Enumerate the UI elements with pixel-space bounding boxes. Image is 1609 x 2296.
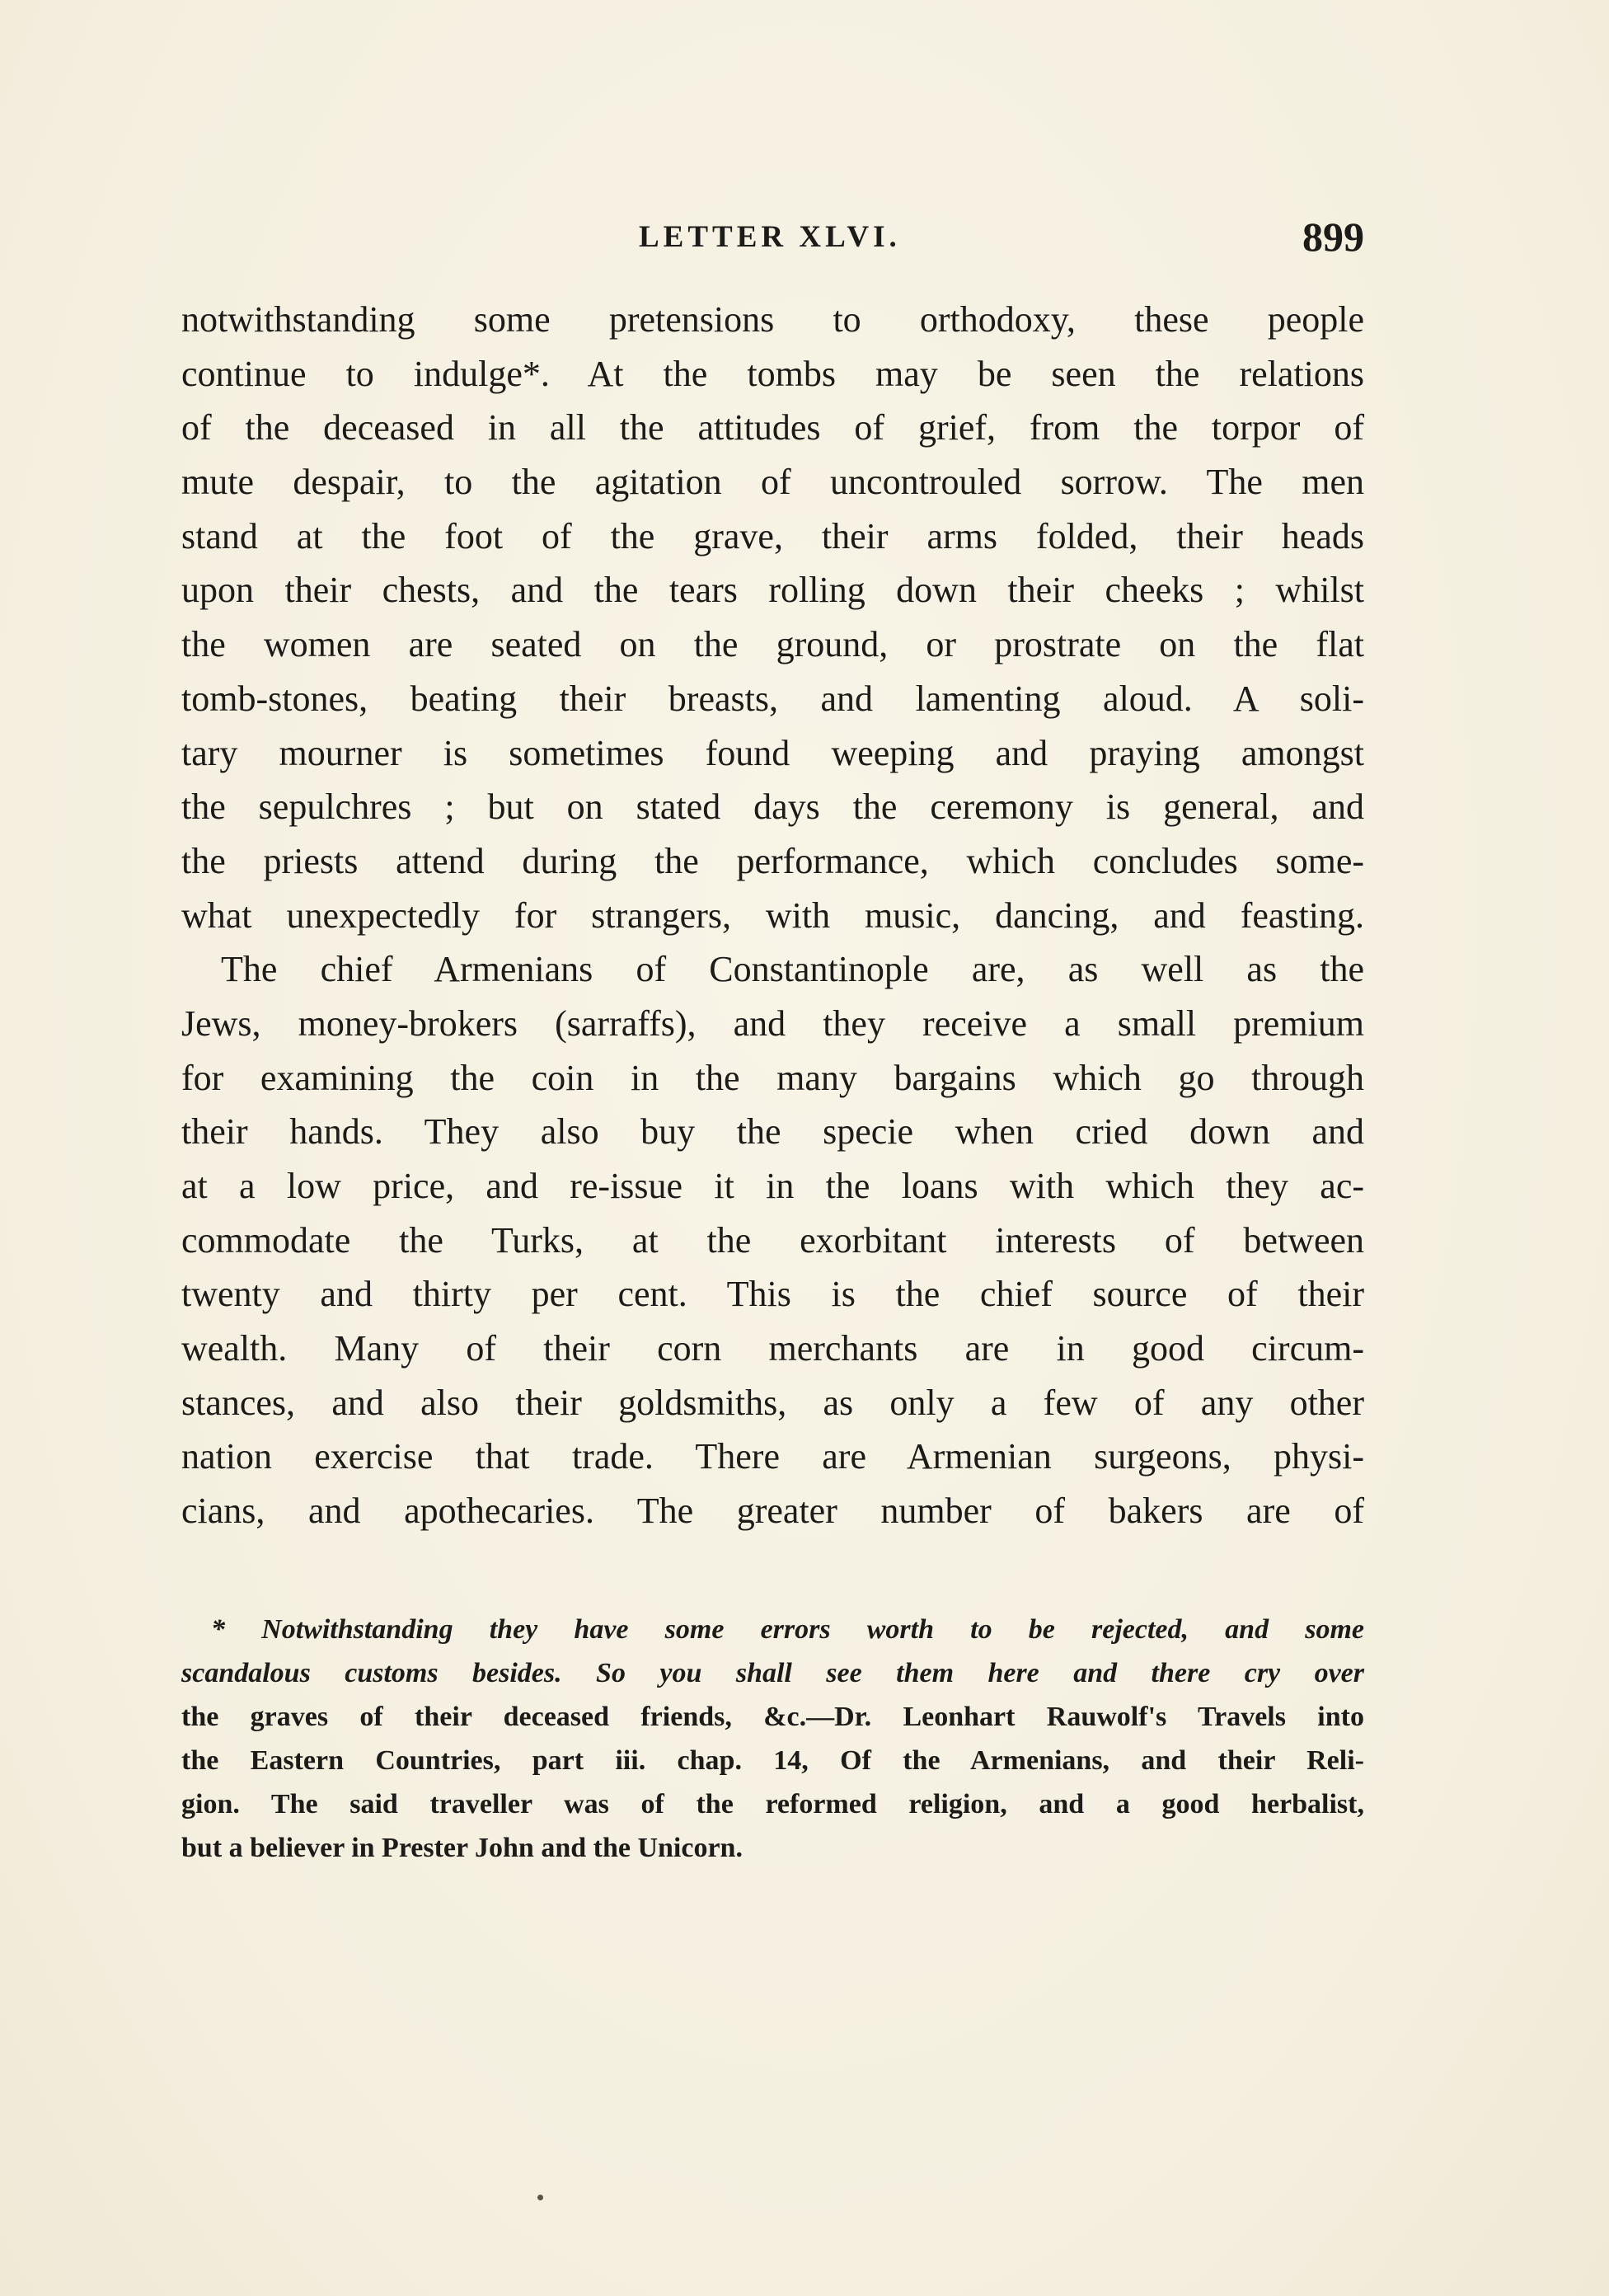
body-line: mute despair, to the agitation of uncontrouled sorrow. The men [181, 462, 1364, 503]
body-line: twenty and thirty per cent. This is the chief source of their [181, 1274, 1364, 1315]
page-number: 899 [1302, 214, 1364, 260]
body-line: Jews, money-brokers (sarraffs), and they receive a small premium [181, 1002, 1364, 1044]
body-line: upon their chests, and the tears rolling down their cheeks ; whilst [181, 570, 1364, 611]
body-line: their hands. They also buy the specie when cried down and [181, 1111, 1364, 1153]
body-line: the sepulchres ; but on stated days the ceremony is general, and [181, 786, 1364, 828]
body-line: stances, and also their goldsmiths, as only a few of any other [181, 1382, 1364, 1423]
running-head: LETTER XLVI. [639, 220, 901, 254]
body-line: what unexpectedly for strangers, with music, dancing, and feasting. [181, 894, 1364, 936]
body-line: at a low price, and re-issue it in the loans with which they ac- [181, 1166, 1364, 1206]
body-line: notwithstanding some pretensions to orthodoxy, these people [181, 299, 1364, 340]
page-header [181, 213, 1364, 270]
body-line: of the deceased in all the attitudes of grief, from the torpor of [181, 407, 1364, 448]
body-line: continue to indulge*. At the tombs may be seen the relations [181, 353, 1364, 394]
body-line: for examining the coin in the many bargains which go through [181, 1057, 1364, 1098]
footnote-line: the Eastern Countries, part iii. chap. 14, Of the Armenians, and their Reli- [181, 1745, 1364, 1776]
footnote [181, 1608, 1364, 1870]
body-line: stand at the foot of the grave, their arms folded, their heads [181, 515, 1364, 556]
footnote-line: but a believer in Prester John and the Unicorn. [181, 1833, 743, 1863]
body-line: the priests attend during the performance, which concludes some- [181, 840, 1364, 881]
body-line: tary mourner is sometimes found weeping and praying amongst [181, 732, 1364, 773]
body-line: the women are seated on the ground, or prostrate on the flat [181, 624, 1364, 665]
body-line: tomb-stones, beating their breasts, and lamenting aloud. A soli- [181, 678, 1364, 719]
body-line: The chief Armenians of Constantinople are, as well as the [221, 949, 1364, 990]
body-line: commodate the Turks, at the exorbitant interests of between [181, 1219, 1364, 1261]
body-line: wealth. Many of their corn merchants are in good circum- [181, 1328, 1364, 1369]
paper-speck [537, 2195, 543, 2200]
footnote-line: scandalous customs besides. So you shall see them here and there cry over [181, 1658, 1364, 1688]
body-line: cians, and apothecaries. The greater number of bakers are of [181, 1491, 1364, 1532]
body-text [181, 293, 1364, 1538]
footnote-line: * Notwithstanding they have some errors worth to be rejected, and some [211, 1614, 1364, 1645]
footnote-line: the graves of their deceased friends, &c.—Dr. Leonhart Rauwolf's Travels into [181, 1702, 1364, 1732]
footnote-line: gion. The said traveller was of the reformed religion, and a good herbalist, [181, 1789, 1364, 1819]
body-line: nation exercise that trade. There are Armenian surgeons, physi- [181, 1436, 1364, 1477]
